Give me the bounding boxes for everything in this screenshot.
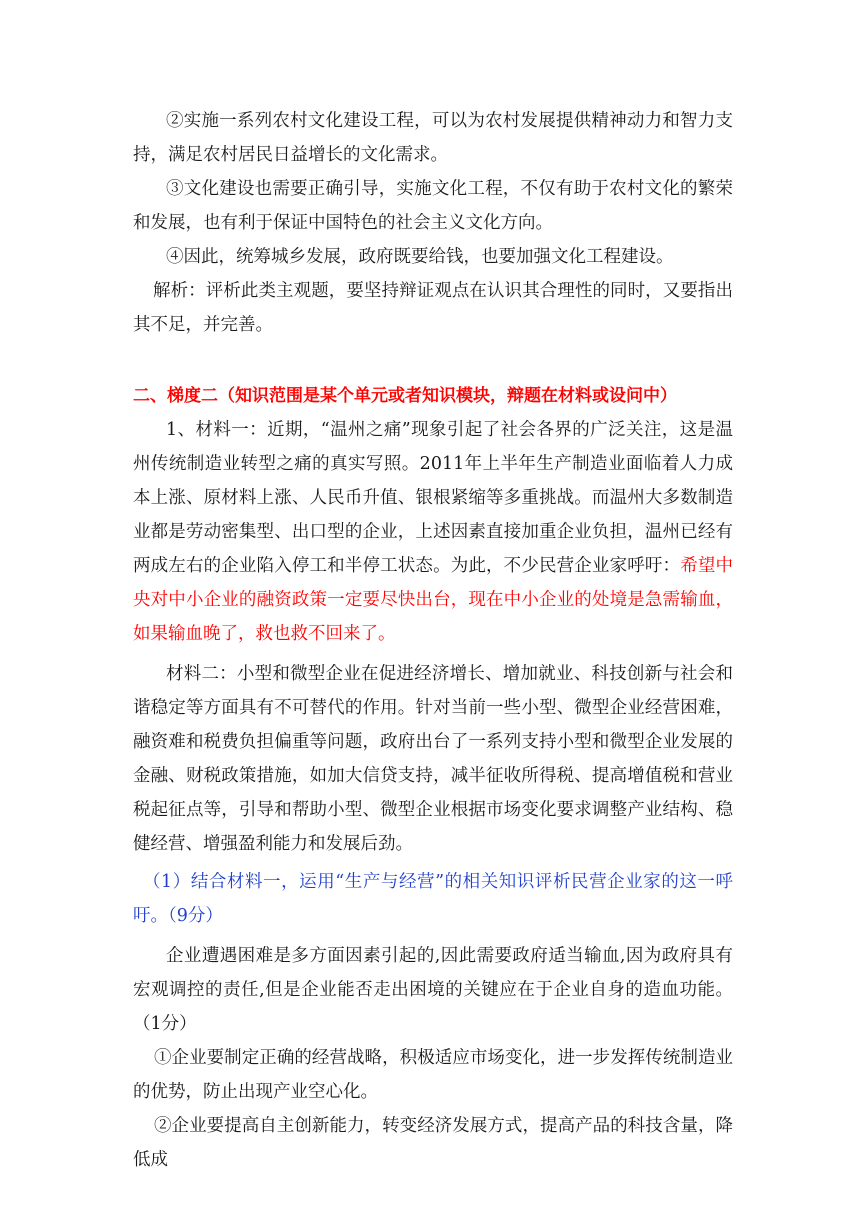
paragraph-item-3: ③文化建设也需要正确引导，实施文化工程，不仅有助于农村文化的繁荣和发展，也有利于保证中国特色的社会主义文化方向。 [133,179,733,233]
material-one-text: 1、材料一：近期，“温州之痛”现象引起了社会各界的广泛关注，这是温州传统制造业转型之痛的真实写照。2011年上半年生产制造业面临着人力成本上涨、原材料上涨、人民币升值、银根紧缩等多重挑战。而温州大多数制造业都是劳动密集型、出口型的企业，上述因素直接加重企业负担，温州已经有两成左右的企业陷入停工和半停工状态。为此，不少民营企业家呼吁： [133,420,733,576]
document-content [133,104,733,1177]
answer-point-2: ②企业要提高自主创新能力，转变经济发展方式，提高产品的科技含量，降低成 [133,1116,733,1170]
material-one-paragraph [133,413,733,651]
material-one-highlight: 希望中央对中小企业的融资政策一定要尽快出台，现在中小企业的处境是急需输血，如果输血晚了，救也救不回来了。 [133,556,734,644]
analysis-paragraph: 解析：评析此类主观题，要坚持辩证观点在认识其合理性的同时，又要指出其不足，并完善。 [133,281,733,335]
material-two-paragraph: 材料二：小型和微型企业在促进经济增长、增加就业、科技创新与社会和谐稳定等方面具有不可替代的作用。针对当前一些小型、微型企业经营困难，融资难和税费负担偏重等问题，政府出台了一系列支持小型和微型企业发展的金融、财税政策措施，如加大信贷支持，减半征收所得税、提高增值税和营业税起征点等，引导和帮助小型、微型企业根据市场变化要求调整产业结构、稳健经营、增强盈利能力和发展后劲。 [133,664,733,854]
paragraph-item-4: ④因此，统筹城乡发展，政府既要给钱，也要加强文化工程建设。 [166,247,674,267]
question-one: （1）结合材料一，运用“生产与经营”的相关知识评析民营企业家的这一呼吁。（9分） [133,872,733,926]
paragraph-item-2: ②实施一系列农村文化建设工程，可以为农村发展提供精神动力和智力支持，满足农村居民日益增长的文化需求。 [133,111,733,165]
section-heading: 二、梯度二（知识范围是某个单元或者知识模块，辩题在材料或设问中） [133,386,677,406]
answer-intro: 企业遭遇困难是多方面因素引起的,因此需要政府适当输血,因为政府具有宏观调控的责任,但是企业能否走出困境的关键应在于企业自身的造血功能。（1分） [133,946,733,1034]
answer-point-1: ①企业要制定正确的经营战略，积极适应市场变化，进一步发挥传统制造业的优势，防止出现产业空心化。 [133,1048,733,1102]
